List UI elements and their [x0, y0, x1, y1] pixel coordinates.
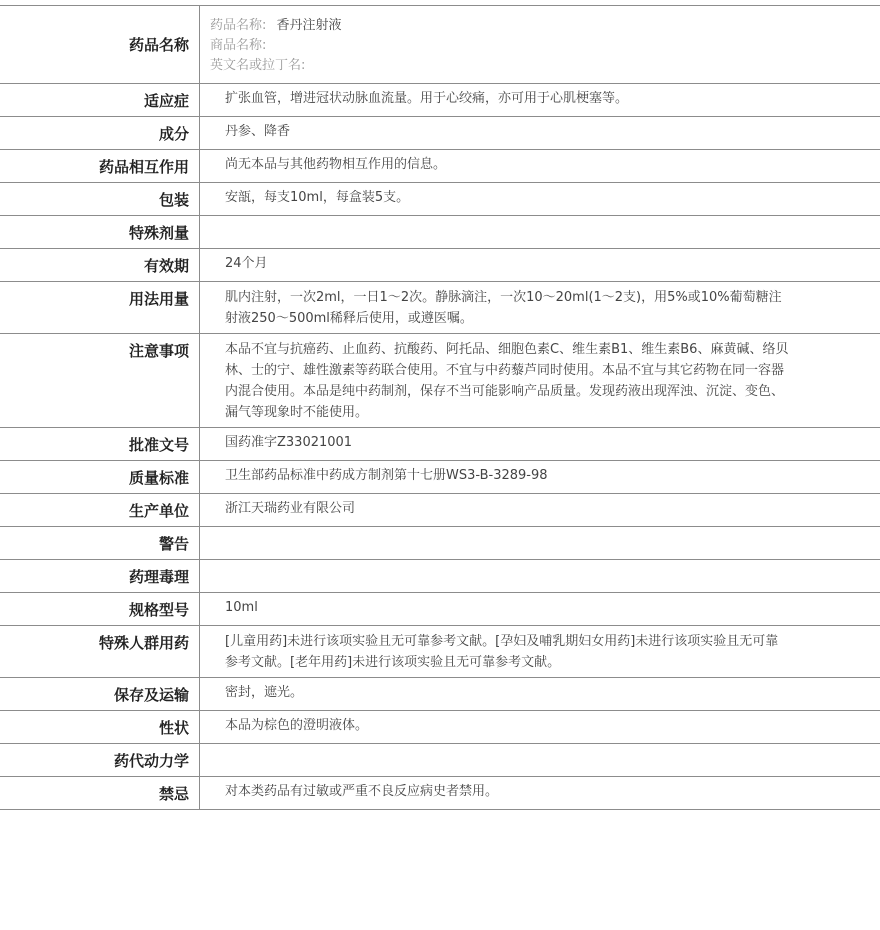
- indication-text: 扩张血管，增进冠状动脉血流量。用于心绞痛，亦可用于心肌梗塞等。: [225, 91, 629, 106]
- approval-text: 国药准字Z33021001: [225, 435, 353, 450]
- row-value: [200, 560, 880, 592]
- row-label: 包装: [0, 183, 200, 215]
- row-label: 药理毒理: [0, 560, 200, 592]
- row-warning: [0, 527, 880, 560]
- trade-name-prefix: 商品名称:: [210, 38, 267, 53]
- row-label: 药代动力学: [0, 744, 200, 776]
- storage-text: 密封，遮光。: [225, 685, 304, 700]
- row-value: [200, 744, 880, 776]
- row-label: 禁忌: [0, 777, 200, 809]
- row-value: [200, 282, 880, 333]
- row-usage: [0, 282, 880, 334]
- row-toxicology: [0, 560, 880, 593]
- validity-text: 24个月: [225, 256, 268, 271]
- row-storage: [0, 678, 880, 711]
- row-cautions: [0, 334, 880, 428]
- row-value: [200, 494, 880, 526]
- row-value: [200, 216, 880, 248]
- row-value: [200, 461, 880, 493]
- row-pharmacokinetics: [0, 744, 880, 777]
- row-indication: [0, 84, 880, 117]
- row-value: [200, 183, 880, 215]
- special-population-text: [儿童用药]未进行该项实验且无可靠参考文献。[孕妇及哺乳期妇女用药]未进行该项实验且无可靠参考文献。[老年用药]未进行该项实验且无可靠参考文献。: [225, 634, 779, 670]
- row-value: [200, 6, 880, 83]
- cautions-text: 本品不宜与抗癌药、止血药、抗酸药、阿托品、细胞色素C、维生素B1、维生素B6、麻黄碱、络贝林、士的宁、雄性激素等药联合使用。不宜与中药藜芦同时使用。本品不宜与其它药物在同一容器内混合使用。本品是纯中药制剂，保存不当可能影响产品质量。发现药液出现浑浊、沉淀、变色、漏气等现象时不能使用。: [225, 342, 789, 420]
- row-packaging: [0, 183, 880, 216]
- row-value: [200, 626, 880, 677]
- row-label: 特殊人群用药: [0, 626, 200, 677]
- row-drug-name: [0, 6, 880, 84]
- row-label: 药品名称: [0, 6, 200, 83]
- row-label: 保存及运输: [0, 678, 200, 710]
- trade-name-line: [210, 36, 880, 56]
- row-special-dose: [0, 216, 880, 249]
- row-value: [200, 428, 880, 460]
- standard-text: 卫生部药品标准中药成方制剂第十七册WS3-B-3289-98: [225, 468, 548, 483]
- generic-name-line: [210, 16, 880, 36]
- usage-text: 肌内注射，一次2ml，一日1～2次。静脉滴注，一次10～20ml(1～2支)，用5%或10%葡萄糖注射液250～500ml稀释后使用，或遵医嘱。: [225, 290, 782, 326]
- generic-name-value: 香丹注射液: [276, 18, 342, 33]
- row-contraindications: [0, 777, 880, 810]
- row-label: 规格型号: [0, 593, 200, 625]
- row-label: 性状: [0, 711, 200, 743]
- row-appearance: [0, 711, 880, 744]
- manufacturer-text: 浙江天瑞药业有限公司: [225, 501, 356, 516]
- row-label: 特殊剂量: [0, 216, 200, 248]
- row-validity: [0, 249, 880, 282]
- appearance-text: 本品为棕色的澄明液体。: [225, 718, 369, 733]
- row-interactions: [0, 150, 880, 183]
- row-label: 有效期: [0, 249, 200, 281]
- row-spec: [0, 593, 880, 626]
- row-ingredients: [0, 117, 880, 150]
- ingredients-text: 丹参、降香: [225, 124, 291, 139]
- interactions-text: 尚无本品与其他药物相互作用的信息。: [225, 157, 447, 172]
- row-value: [200, 777, 880, 809]
- row-value: [200, 711, 880, 743]
- row-label: 用法用量: [0, 282, 200, 333]
- row-approval: [0, 428, 880, 461]
- row-special-population: [0, 626, 880, 678]
- row-label: 适应症: [0, 84, 200, 116]
- english-name-prefix: 英文名或拉丁名:: [210, 58, 306, 73]
- row-label: 质量标准: [0, 461, 200, 493]
- spec-text: 10ml: [225, 600, 258, 615]
- row-value: [200, 84, 880, 116]
- row-label: 注意事项: [0, 334, 200, 427]
- english-name-line: [210, 56, 880, 76]
- row-label: 生产单位: [0, 494, 200, 526]
- row-value: [200, 527, 880, 559]
- row-value: [200, 150, 880, 182]
- row-value: [200, 334, 880, 427]
- row-label: 批准文号: [0, 428, 200, 460]
- drug-info-table: [0, 5, 880, 810]
- row-standard: [0, 461, 880, 494]
- row-value: [200, 117, 880, 149]
- row-value: [200, 678, 880, 710]
- row-manufacturer: [0, 494, 880, 527]
- row-value: [200, 593, 880, 625]
- packaging-text: 安瓿，每支10ml，每盒装5支。: [225, 190, 410, 205]
- row-value: [200, 249, 880, 281]
- row-label: 成分: [0, 117, 200, 149]
- generic-name-prefix: 药品名称:: [210, 18, 267, 33]
- contraindications-text: 对本类药品有过敏或严重不良反应病史者禁用。: [225, 784, 499, 799]
- row-label: 警告: [0, 527, 200, 559]
- row-label: 药品相互作用: [0, 150, 200, 182]
